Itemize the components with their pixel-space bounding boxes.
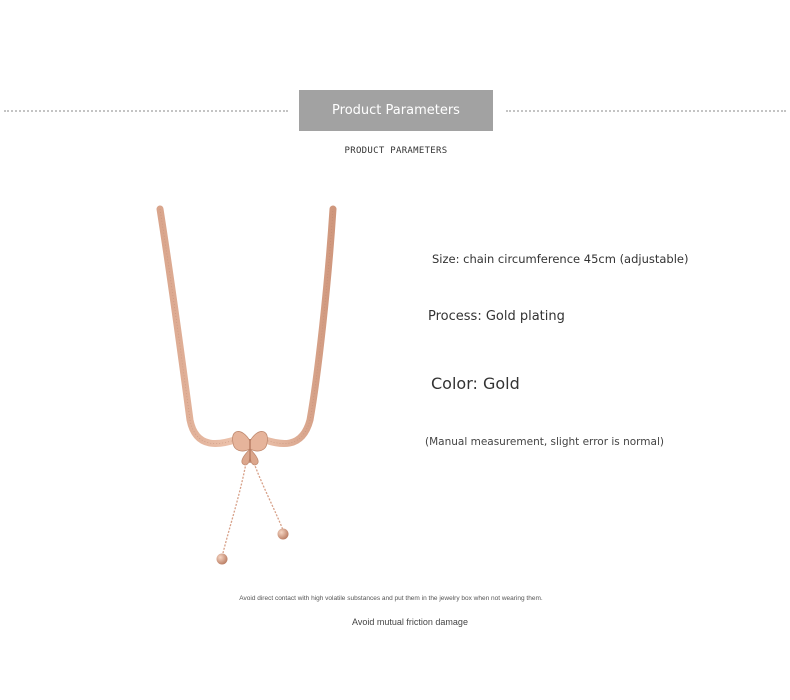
param-color: Color: Gold: [431, 374, 520, 393]
butterfly-charm: [233, 431, 268, 465]
care-instruction-2: Avoid mutual friction damage: [352, 617, 468, 627]
param-process: Process: Gold plating: [428, 309, 565, 324]
divider-dots-left: [4, 110, 288, 112]
param-note: (Manual measurement, slight error is normal): [425, 436, 664, 448]
section-subtitle: PRODUCT PARAMETERS: [344, 146, 448, 156]
care-instruction-1: Avoid direct contact with high volatile substances and put them in the jewelry box when not wearing them.: [239, 595, 543, 602]
chain: [160, 209, 333, 444]
divider-dots-right: [506, 110, 786, 112]
necklace-image: [150, 205, 350, 575]
param-size: Size: chain circumference 45cm (adjustable): [432, 252, 689, 266]
section-title: Product Parameters: [299, 90, 493, 131]
